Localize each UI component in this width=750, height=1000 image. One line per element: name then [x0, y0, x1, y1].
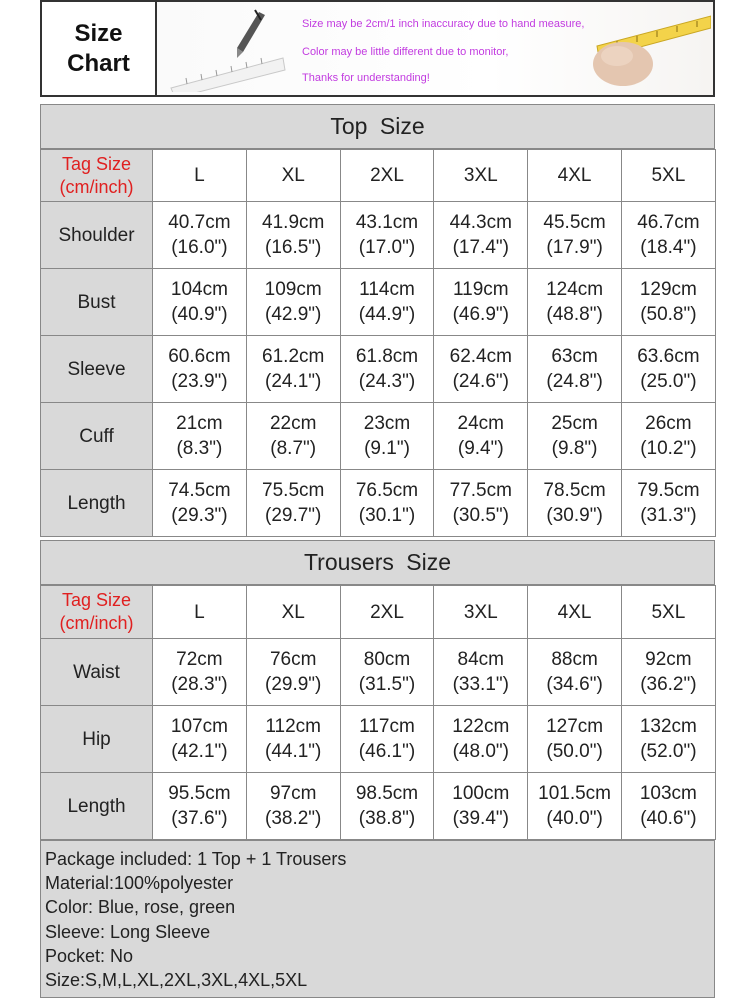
measurement-cell	[153, 470, 247, 537]
measurement-cell	[434, 706, 528, 773]
inch-value: (28.3")	[171, 674, 228, 695]
size-header-row	[41, 586, 716, 639]
inch-value: (8.7")	[270, 438, 317, 459]
cm-value: 92cm	[645, 649, 692, 670]
trousers-size-table	[40, 585, 716, 840]
package-line-material: Material:100%polyester	[45, 873, 234, 894]
measurement-cell	[621, 470, 715, 537]
inch-value: (40.0")	[546, 808, 603, 829]
inch-value: (9.4")	[457, 438, 504, 459]
cm-value: 63cm	[551, 346, 598, 367]
measurement-cell	[528, 202, 622, 269]
measurement-cell	[621, 269, 715, 336]
inch-value: (34.6")	[546, 674, 603, 695]
inch-value: (38.8")	[358, 808, 416, 829]
inch-value: (39.4")	[452, 808, 509, 829]
package-info	[40, 840, 715, 998]
cm-value: 75.5cm	[262, 480, 325, 501]
table-row	[41, 773, 716, 840]
size-header-2xl: 2XL	[340, 586, 434, 639]
cm-value: 80cm	[363, 649, 411, 670]
inch-value: (50.8")	[640, 304, 697, 325]
cm-value: 129cm	[639, 279, 697, 300]
inch-value: (44.9")	[358, 304, 416, 325]
measurement-label: Bust	[41, 269, 153, 336]
size-chart	[40, 0, 715, 998]
cm-value: 62.4cm	[449, 346, 512, 367]
tag-size-label	[41, 586, 153, 639]
inch-value: (46.1")	[358, 741, 416, 762]
cm-value: 45.5cm	[543, 212, 606, 233]
measurement-cell	[153, 706, 247, 773]
measurement-label: Hip	[41, 706, 153, 773]
measurement-label: Length	[41, 773, 153, 840]
measurement-cell	[246, 706, 340, 773]
cm-value: 78.5cm	[543, 480, 606, 501]
size-header-xl: XL	[246, 586, 340, 639]
title-line-2: Chart	[67, 49, 130, 77]
inch-value: (17.0")	[358, 237, 416, 258]
size-header-5xl: 5XL	[621, 586, 715, 639]
cm-value: 26cm	[645, 413, 692, 434]
chart-header	[40, 0, 715, 97]
measurement-cell	[340, 403, 434, 470]
measurement-label: Sleeve	[41, 336, 153, 403]
inch-value: (48.8")	[546, 304, 603, 325]
size-header-3xl: 3XL	[434, 586, 528, 639]
measurement-cell	[528, 706, 622, 773]
inch-value: (52.0")	[640, 741, 697, 762]
notice-line-2: Color may be little different due to monitor,	[302, 46, 509, 58]
cm-value: 84cm	[457, 649, 505, 670]
measurement-cell	[246, 403, 340, 470]
measurement-cell	[434, 202, 528, 269]
measurement-cell	[340, 706, 434, 773]
size-header-row	[41, 150, 716, 202]
inch-value: (44.1")	[265, 741, 322, 762]
measurement-cell	[340, 269, 434, 336]
measurement-cell	[246, 202, 340, 269]
inch-value: (48.0")	[452, 741, 509, 762]
notice-line-3: Thanks for understanding!	[302, 72, 430, 84]
measurement-cell	[528, 336, 622, 403]
inch-value: (24.3")	[358, 371, 416, 392]
cm-value: 132cm	[639, 716, 697, 737]
inch-value: (31.5")	[358, 674, 416, 695]
cm-value: 76cm	[269, 649, 317, 670]
inch-value: (9.1")	[364, 438, 410, 459]
inch-value: (16.5")	[265, 237, 322, 258]
cm-value: 63.6cm	[637, 346, 700, 367]
measurement-cell	[528, 470, 622, 537]
inch-value: (24.1")	[265, 371, 322, 392]
measurement-cell	[340, 336, 434, 403]
table-row	[41, 470, 716, 537]
measurement-cell	[153, 773, 247, 840]
cm-value: 112cm	[265, 716, 321, 737]
inch-value: (42.9")	[265, 304, 322, 325]
measurement-label: Length	[41, 470, 153, 537]
inch-value: (38.2")	[265, 808, 322, 829]
cm-value: 44.3cm	[449, 212, 512, 233]
cm-value: 22cm	[269, 413, 317, 434]
inch-value: (23.9")	[171, 371, 228, 392]
inch-value: (42.1")	[171, 741, 228, 762]
size-chart-title	[42, 2, 157, 95]
table-row	[41, 336, 716, 403]
inch-value: (30.5")	[452, 505, 509, 526]
tag-unit-line: (cm/inch)	[59, 613, 134, 633]
cm-value: 122cm	[452, 716, 510, 737]
inch-value: (17.4")	[452, 237, 509, 258]
measurement-cell	[153, 403, 247, 470]
cm-value: 101.5cm	[538, 783, 612, 804]
measurement-cell	[528, 269, 622, 336]
cm-value: 46.7cm	[637, 212, 700, 233]
measurement-cell	[153, 336, 247, 403]
measurement-cell	[153, 639, 247, 706]
cm-value: 117cm	[359, 716, 415, 737]
measurement-cell	[434, 336, 528, 403]
measurement-cell	[621, 336, 715, 403]
measurement-cell	[434, 470, 528, 537]
cm-value: 60.6cm	[168, 346, 231, 367]
cm-value: 25cm	[551, 413, 598, 434]
measurement-cell	[434, 403, 528, 470]
table-row	[41, 639, 716, 706]
measurement-cell	[434, 639, 528, 706]
inch-value: (9.8")	[551, 438, 598, 459]
measurement-label: Shoulder	[41, 202, 153, 269]
size-header-2xl: 2XL	[340, 150, 434, 202]
cm-value: 97cm	[269, 783, 317, 804]
size-header-5xl: 5XL	[621, 150, 715, 202]
measurement-cell	[246, 269, 340, 336]
cm-value: 77.5cm	[449, 480, 512, 501]
cm-value: 103cm	[639, 783, 697, 804]
size-header-xl: XL	[246, 150, 340, 202]
inch-value: (40.6")	[640, 808, 697, 829]
size-header-4xl: 4XL	[528, 150, 622, 202]
measurement-cell	[621, 403, 715, 470]
measurement-cell	[434, 773, 528, 840]
cm-value: 61.8cm	[355, 346, 419, 367]
inch-value: (29.9")	[265, 674, 322, 695]
cm-value: 21cm	[176, 413, 223, 434]
measurement-cell	[621, 773, 715, 840]
measurement-cell	[528, 639, 622, 706]
cm-value: 109cm	[264, 279, 322, 300]
cm-value: 88cm	[551, 649, 598, 670]
measurement-cell	[246, 773, 340, 840]
cm-value: 40.7cm	[168, 212, 231, 233]
size-header-l: L	[153, 586, 247, 639]
cm-value: 95.5cm	[168, 783, 231, 804]
package-line-pocket: Pocket: No	[45, 945, 134, 966]
size-header-3xl: 3XL	[434, 150, 528, 202]
inch-value: (50.0")	[546, 741, 603, 762]
inch-value: (33.1")	[452, 674, 509, 695]
measurement-cell	[621, 639, 715, 706]
tag-size-line: Tag Size	[61, 590, 132, 610]
measurement-cell	[340, 202, 434, 269]
inch-value: (40.9")	[171, 304, 228, 325]
measurement-label: Cuff	[41, 403, 153, 470]
inch-value: (16.0")	[171, 237, 228, 258]
inch-value: (36.2")	[640, 674, 697, 695]
tag-size-line: Tag Size	[61, 153, 132, 174]
inch-value: (29.3")	[171, 505, 228, 526]
inch-value: (29.7")	[265, 505, 322, 526]
trousers-size-title: Trousers Size	[40, 540, 715, 585]
inch-value: (24.8")	[546, 371, 603, 392]
cm-value: 127cm	[546, 716, 604, 737]
inch-value: (31.3")	[640, 505, 697, 526]
cm-value: 43.1cm	[355, 212, 419, 233]
cm-value: 76.5cm	[355, 480, 419, 501]
inch-value: (30.1")	[358, 505, 416, 526]
inch-value: (8.3")	[176, 438, 223, 459]
size-header-l: L	[153, 150, 247, 202]
tag-unit-line: (cm/inch)	[59, 176, 134, 197]
cm-value: 119cm	[452, 279, 509, 300]
measurement-cell	[153, 269, 247, 336]
cm-value: 24cm	[457, 413, 505, 434]
top-size-table	[40, 149, 716, 537]
measurement-cell	[528, 403, 622, 470]
measurement-cell	[246, 470, 340, 537]
cm-value: 23cm	[363, 413, 411, 434]
inch-value: (37.6")	[171, 808, 228, 829]
cm-value: 41.9cm	[262, 212, 325, 233]
inch-value: (10.2")	[640, 438, 697, 459]
tag-size-label	[41, 150, 153, 202]
measurement-cell	[528, 773, 622, 840]
measurement-cell	[434, 269, 528, 336]
cm-value: 100cm	[452, 783, 510, 804]
cm-value: 61.2cm	[262, 346, 325, 367]
package-line-color: Color: Blue, rose, green	[45, 897, 236, 918]
cm-value: 107cm	[170, 716, 228, 737]
measurement-cell	[246, 336, 340, 403]
cm-value: 104cm	[170, 279, 228, 300]
measurement-cell	[340, 639, 434, 706]
measurement-notice	[157, 2, 713, 95]
measurement-label: Waist	[41, 639, 153, 706]
cm-value: 79.5cm	[637, 480, 700, 501]
measurement-cell	[621, 706, 715, 773]
table-row	[41, 269, 716, 336]
ruler-pen-icon	[167, 8, 287, 92]
notice-line-1: Size may be 2cm/1 inch inaccuracy due to hand measure,	[302, 18, 585, 30]
cm-value: 74.5cm	[168, 480, 231, 501]
inch-value: (25.0")	[640, 371, 697, 392]
measurement-cell	[340, 470, 434, 537]
cm-value: 124cm	[546, 279, 604, 300]
package-line-sizes: Size:S,M,L,XL,2XL,3XL,4XL,5XL	[45, 970, 308, 991]
inch-value: (17.9")	[546, 237, 603, 258]
title-line-1: Size	[74, 19, 123, 47]
inch-value: (30.9")	[546, 505, 603, 526]
measurement-cell	[153, 202, 247, 269]
inch-value: (46.9")	[452, 304, 509, 325]
hand-tape-measure-icon	[587, 6, 711, 92]
table-row	[41, 706, 716, 773]
inch-value: (24.6")	[452, 371, 509, 392]
table-row	[41, 202, 716, 269]
inch-value: (18.4")	[640, 237, 697, 258]
measurement-cell	[340, 773, 434, 840]
package-line-included: Package included: 1 Top + 1 Trousers	[45, 849, 347, 869]
cm-value: 72cm	[176, 649, 223, 670]
top-size-title: Top Size	[40, 104, 715, 149]
package-line-sleeve: Sleeve: Long Sleeve	[45, 921, 211, 942]
cm-value: 98.5cm	[355, 783, 419, 804]
cm-value: 114cm	[359, 279, 415, 300]
measurement-cell	[246, 639, 340, 706]
size-header-4xl: 4XL	[528, 586, 622, 639]
table-row	[41, 403, 716, 470]
measurement-cell	[621, 202, 715, 269]
